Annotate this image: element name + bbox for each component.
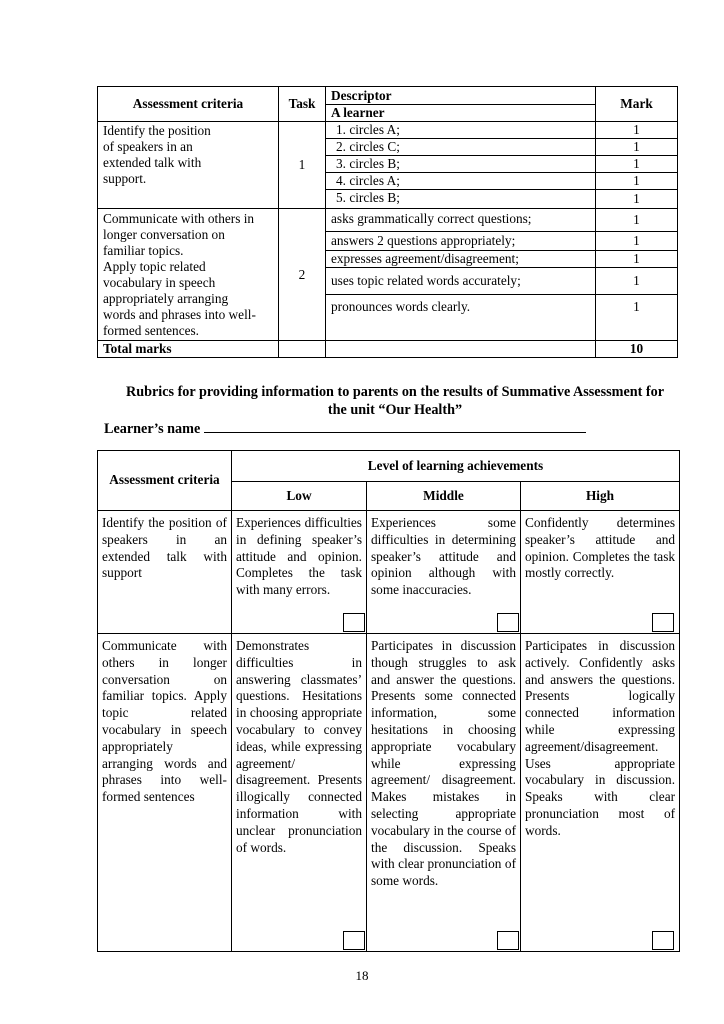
descriptor-item: uses topic related words accurately; bbox=[326, 268, 596, 295]
criteria-line: Identify the position bbox=[103, 123, 211, 138]
criteria-line: extended talk with bbox=[103, 155, 202, 170]
header-assessment-criteria: Assessment criteria bbox=[98, 87, 279, 122]
descriptor-item: 5. circles B; bbox=[326, 190, 596, 209]
descriptor-text: Demonstrates difficulties in answering classmates’ questions. Hesitations in choosing appropriate vocabulary to convey ideas, while expressing agreement/ disagreement. Presents illogically connected information with unclear pronunciation of words. bbox=[236, 638, 362, 855]
checkbox[interactable] bbox=[497, 931, 519, 950]
criteria-line: longer conversation on bbox=[103, 227, 225, 242]
rubric-low-1 bbox=[232, 511, 367, 634]
learner-name-label: Learner’s name bbox=[104, 421, 201, 437]
criteria-line: support. bbox=[103, 171, 147, 186]
descriptor-item: 3. circles B; bbox=[326, 156, 596, 173]
mark-value: 1 bbox=[596, 190, 678, 209]
total-marks-value: 10 bbox=[596, 341, 678, 358]
level-middle: Middle bbox=[367, 482, 521, 511]
criteria-line: familiar topics. bbox=[103, 243, 184, 258]
mark-value: 1 bbox=[596, 139, 678, 156]
page-number: 18 bbox=[355, 968, 369, 983]
descriptor-item: answers 2 questions appropriately; bbox=[326, 232, 596, 251]
rubric-middle-2 bbox=[367, 634, 521, 952]
criteria-cell-2 bbox=[98, 209, 279, 341]
total-task-empty bbox=[279, 341, 326, 358]
mark-value: 1 bbox=[596, 232, 678, 251]
header-task: Task bbox=[279, 87, 326, 122]
descriptor-item: pronounces words clearly. bbox=[326, 295, 596, 341]
rubric-high-2 bbox=[521, 634, 680, 952]
task-cell-1: 1 bbox=[279, 122, 326, 209]
descriptor-item: 2. circles C; bbox=[326, 139, 596, 156]
descriptor-text: Participates in discussion actively. Confidently asks and answers the questions. Presents logically connected information while expressing agreement/disagreement. Uses appropriate vocabulary in discussion. Speaks with clear pronunciation most of words. bbox=[525, 638, 676, 838]
checkbox[interactable] bbox=[652, 931, 674, 950]
header-descriptor: Descriptor bbox=[326, 87, 596, 105]
checkbox[interactable] bbox=[497, 613, 519, 632]
descriptor-text: Experiences difficulties in defining speaker’s attitude and opinion. Completes the task with many errors. bbox=[236, 515, 362, 598]
header-a-learner: A learner bbox=[326, 105, 596, 122]
total-marks-label: Total marks bbox=[98, 341, 279, 358]
criteria-text: Identify the position of speakers in an extended talk with support bbox=[102, 515, 227, 581]
descriptor-text: Confidently determines speaker’s attitude and opinion. Completes the task mostly correctly. bbox=[525, 515, 676, 581]
rubric-middle-1 bbox=[367, 511, 521, 634]
mark-value: 1 bbox=[596, 122, 678, 139]
descriptor-item: expresses agreement/disagreement; bbox=[326, 251, 596, 268]
descriptor-item: 1. circles A; bbox=[326, 122, 596, 139]
criteria-line: vocabulary in speech bbox=[103, 275, 216, 290]
mark-value: 1 bbox=[596, 173, 678, 190]
criteria-line: words and phrases into well- bbox=[103, 307, 256, 322]
criteria-line: Apply topic related bbox=[103, 259, 206, 274]
learner-name-field bbox=[104, 419, 586, 438]
criteria-text: Communicate with others in longer conversation on familiar topics. Apply topic related vocabulary in speech appropriately arranging words and phrases into well-formed sentences bbox=[102, 638, 227, 805]
descriptor-text: Experiences some difficulties in determining speaker’s attitude and opinion although with some inaccuracies. bbox=[371, 515, 516, 598]
level-high: High bbox=[521, 482, 680, 511]
checkbox[interactable] bbox=[343, 931, 365, 950]
learner-name-line[interactable] bbox=[204, 419, 586, 433]
criteria-line: of speakers in an bbox=[103, 139, 193, 154]
checkbox[interactable] bbox=[652, 613, 674, 632]
mark-value: 1 bbox=[596, 268, 678, 295]
header-mark: Mark bbox=[596, 87, 678, 122]
rubric-heading-line1: Rubrics for providing information to parents on the results of Summative Assessment for bbox=[125, 384, 665, 400]
level-low: Low bbox=[232, 482, 367, 511]
rubric-header-criteria: Assessment criteria bbox=[98, 451, 232, 511]
total-descriptor-empty bbox=[326, 341, 596, 358]
summative-assessment-table bbox=[97, 86, 678, 358]
criteria-line: Communicate with others in bbox=[103, 211, 255, 226]
checkbox[interactable] bbox=[343, 613, 365, 632]
criteria-line: appropriately arranging bbox=[103, 291, 229, 306]
descriptor-item: 4. circles A; bbox=[326, 173, 596, 190]
rubric-heading-line2: the unit “Our Health” bbox=[327, 402, 463, 418]
task-cell-2: 2 bbox=[279, 209, 326, 341]
mark-value: 1 bbox=[596, 156, 678, 173]
criteria-line: formed sentences. bbox=[103, 323, 199, 338]
rubric-table bbox=[97, 450, 680, 952]
rubric-criteria-1 bbox=[98, 511, 232, 634]
descriptor-item: asks grammatically correct questions; bbox=[326, 209, 596, 232]
rubric-heading bbox=[100, 383, 690, 419]
mark-value: 1 bbox=[596, 209, 678, 232]
mark-value: 1 bbox=[596, 295, 678, 341]
descriptor-text: Participates in discussion though struggles to ask and answer the questions. Presents some connected information, some hesitations in choosing appropriate vocabulary while expressing agreement/ disagreement. Makes mistakes in selecting appropriate vocabulary in the course of the discussion. Speaks with clear pronunciation of some words. bbox=[371, 638, 516, 889]
rubric-low-2 bbox=[232, 634, 367, 952]
criteria-cell-1 bbox=[98, 122, 279, 209]
mark-value: 1 bbox=[596, 251, 678, 268]
rubric-criteria-2 bbox=[98, 634, 232, 952]
rubric-high-1 bbox=[521, 511, 680, 634]
rubric-header-level: Level of learning achievements bbox=[232, 451, 680, 482]
